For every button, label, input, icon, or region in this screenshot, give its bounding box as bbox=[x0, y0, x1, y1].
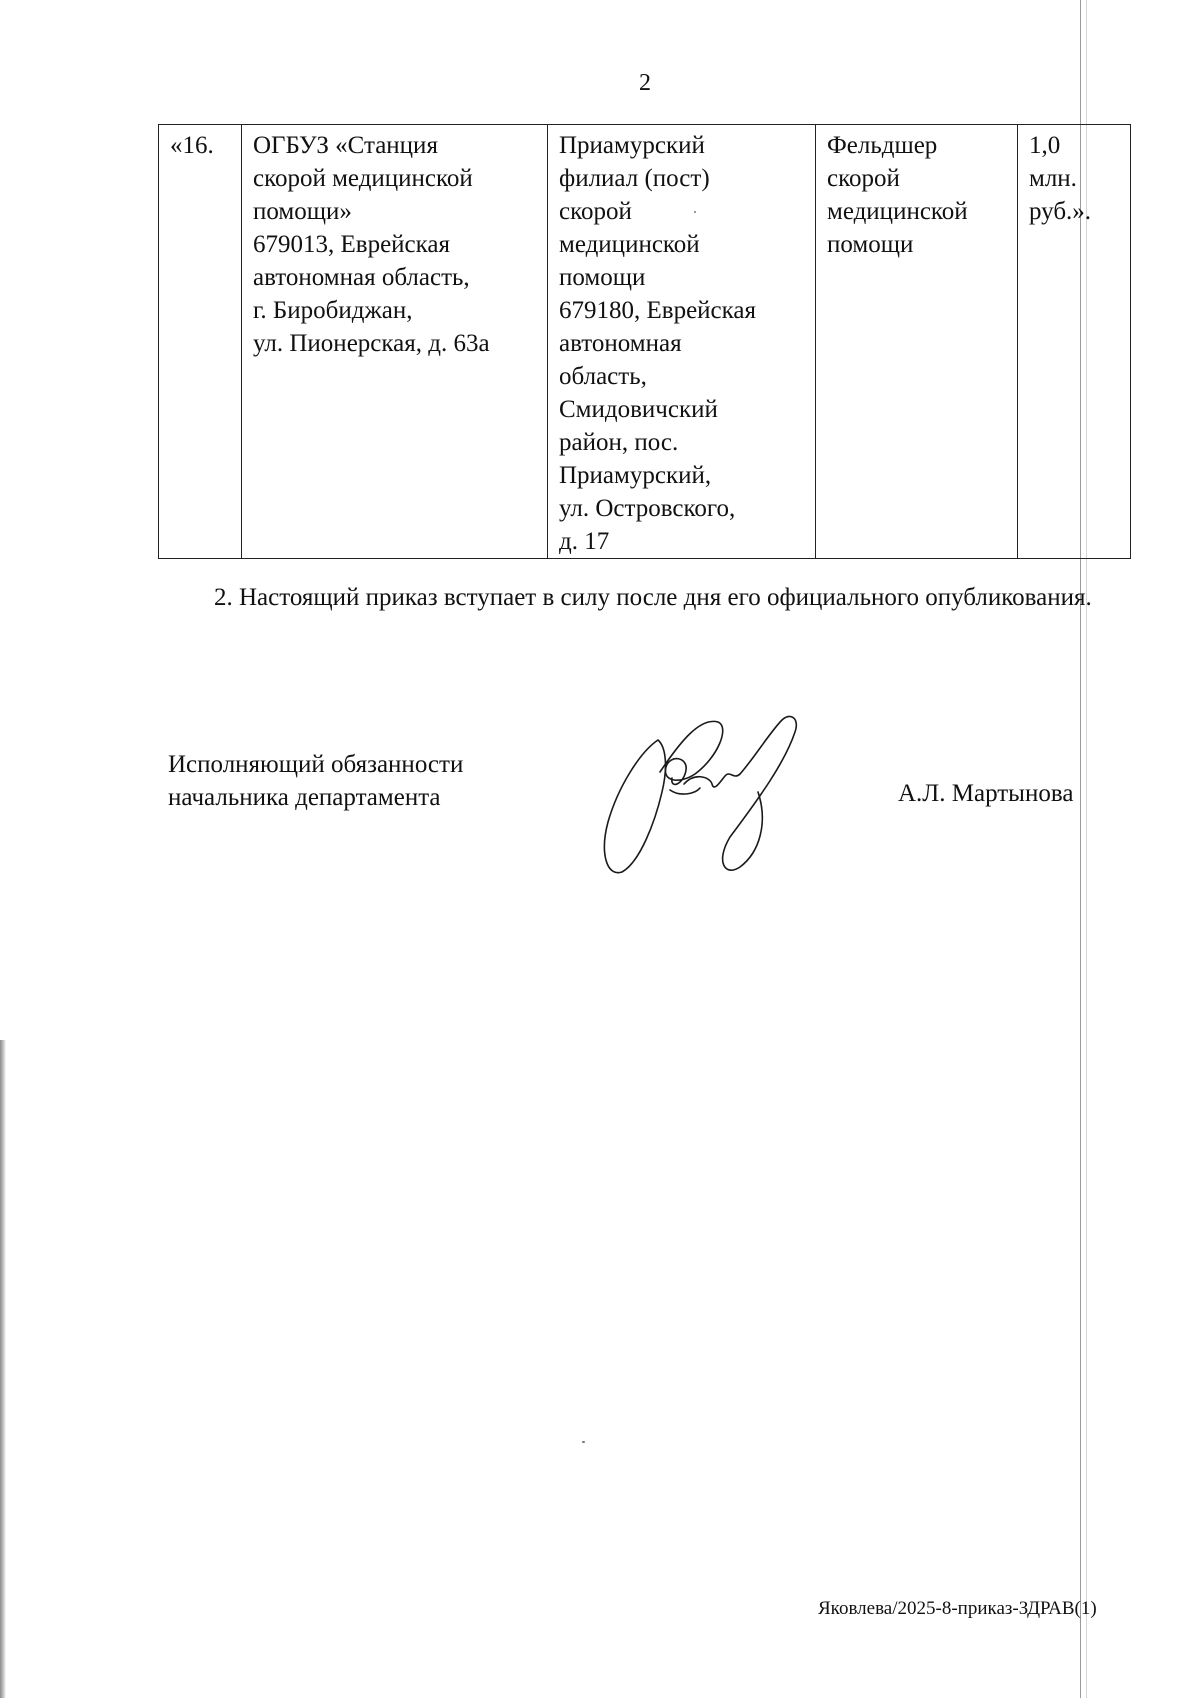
scan-speck bbox=[582, 1441, 585, 1443]
organization-cell: ОГБУЗ «Станция скорой медицинской помощи» 679013, Еврейская автономная область, г. Биробиджан, ул. Пионерская, д. 63а bbox=[242, 125, 548, 559]
signatory-title: Исполняющий обязанности начальника департамента bbox=[168, 751, 464, 811]
scan-speck bbox=[694, 211, 696, 213]
document-reference: Яковлева/2025-8-приказ-ЗДРАВ(1) bbox=[818, 1598, 1097, 1619]
staff-table bbox=[158, 124, 1131, 559]
amount-cell: 1,0 млн. руб.». bbox=[1018, 125, 1131, 559]
branch-cell: Приамурский филиал (пост) скорой медицинской помощи 679180, Еврейская автономная область, Смидовичский район, пос. Приамурский, ул. Островского, д. 17 bbox=[548, 125, 816, 559]
handwritten-signature bbox=[600, 712, 830, 882]
row-number-cell: «16. bbox=[159, 125, 242, 559]
scan-shadow-left bbox=[0, 1040, 6, 1698]
signatory-name: А.Л. Мартынова bbox=[898, 780, 1074, 807]
paragraph-effective-date: 2. Настоящий приказ вступает в силу после дня его официального опубликования. bbox=[214, 584, 1092, 611]
page-number: 2 bbox=[639, 70, 651, 96]
position-cell: Фельдшер скорой медицинской помощи bbox=[816, 125, 1018, 559]
table-row bbox=[159, 125, 1131, 559]
